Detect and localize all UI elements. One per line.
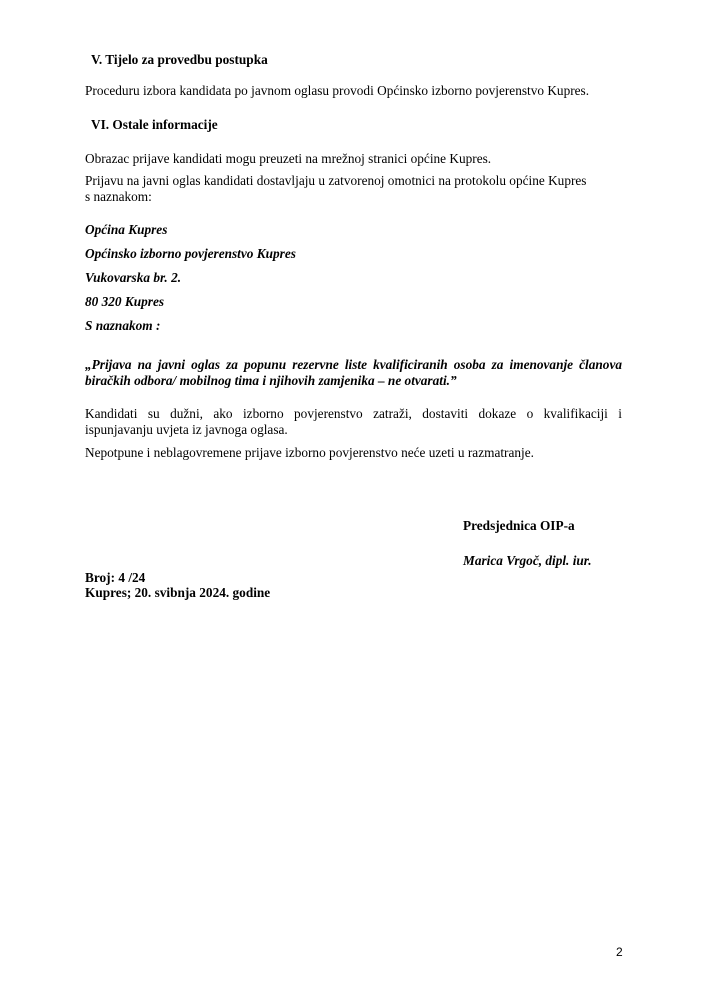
address-line-commission: Općinsko izborno povjerenstvo Kupres [85,246,296,261]
closing-paragraph-2: Nepotpune i neblagovremene prijave izborno povjerenstvo neće uzeti u razmatranje. [85,445,534,460]
section-vi-paragraph-2-line-1: Prijavu na javni oglas kandidati dostavljaju u zatvorenoj omotnici na protokolu općine Kupres [85,173,587,188]
notice-line-2: biračkih odbora/ mobilnog tima i njihovih zamjenika – ne otvarati.” [85,373,457,388]
address-line-notice-label: S naznakom : [85,318,161,333]
closing-paragraph-1-line-1: Kandidati su dužni, ako izborno povjerenstvo zatraži, dostaviti dokaze o kvalifikaciji i [85,406,622,421]
reference-number: Broj: 4 /24 [85,570,146,585]
section-vi-heading: VI. Ostale informacije [91,117,218,132]
section-vi-paragraph-2-line-2: s naznakom: [85,189,152,204]
closing-paragraph-1-line-2: ispunjavanju uvjeta iz javnoga oglasa. [85,422,288,437]
address-line-postal: 80 320 Kupres [85,294,165,309]
signature-title: Predsjednica OIP-a [463,518,575,533]
section-vi-paragraph-1: Obrazac prijave kandidati mogu preuzeti na mrežnoj stranici općine Kupres. [85,151,492,166]
section-v-heading: V. Tijelo za provedbu postupka [91,52,268,67]
reference-place-date: Kupres; 20. svibnja 2024. godine [85,585,271,600]
address-line-street: Vukovarska br. 2. [85,270,182,285]
section-v-text: Proceduru izbora kandidata po javnom oglasu provodi Općinsko izborno povjerenstvo Kupres. [85,83,590,98]
page-number: 2 [616,945,623,959]
signature-name: Marica Vrgoč, dipl. iur. [463,553,592,568]
notice-line-1: „Prijava na javni oglas za popunu rezervne liste kvalificiranih osoba za imenovanje članova [85,357,622,372]
address-line-municipality: Općina Kupres [85,222,168,237]
